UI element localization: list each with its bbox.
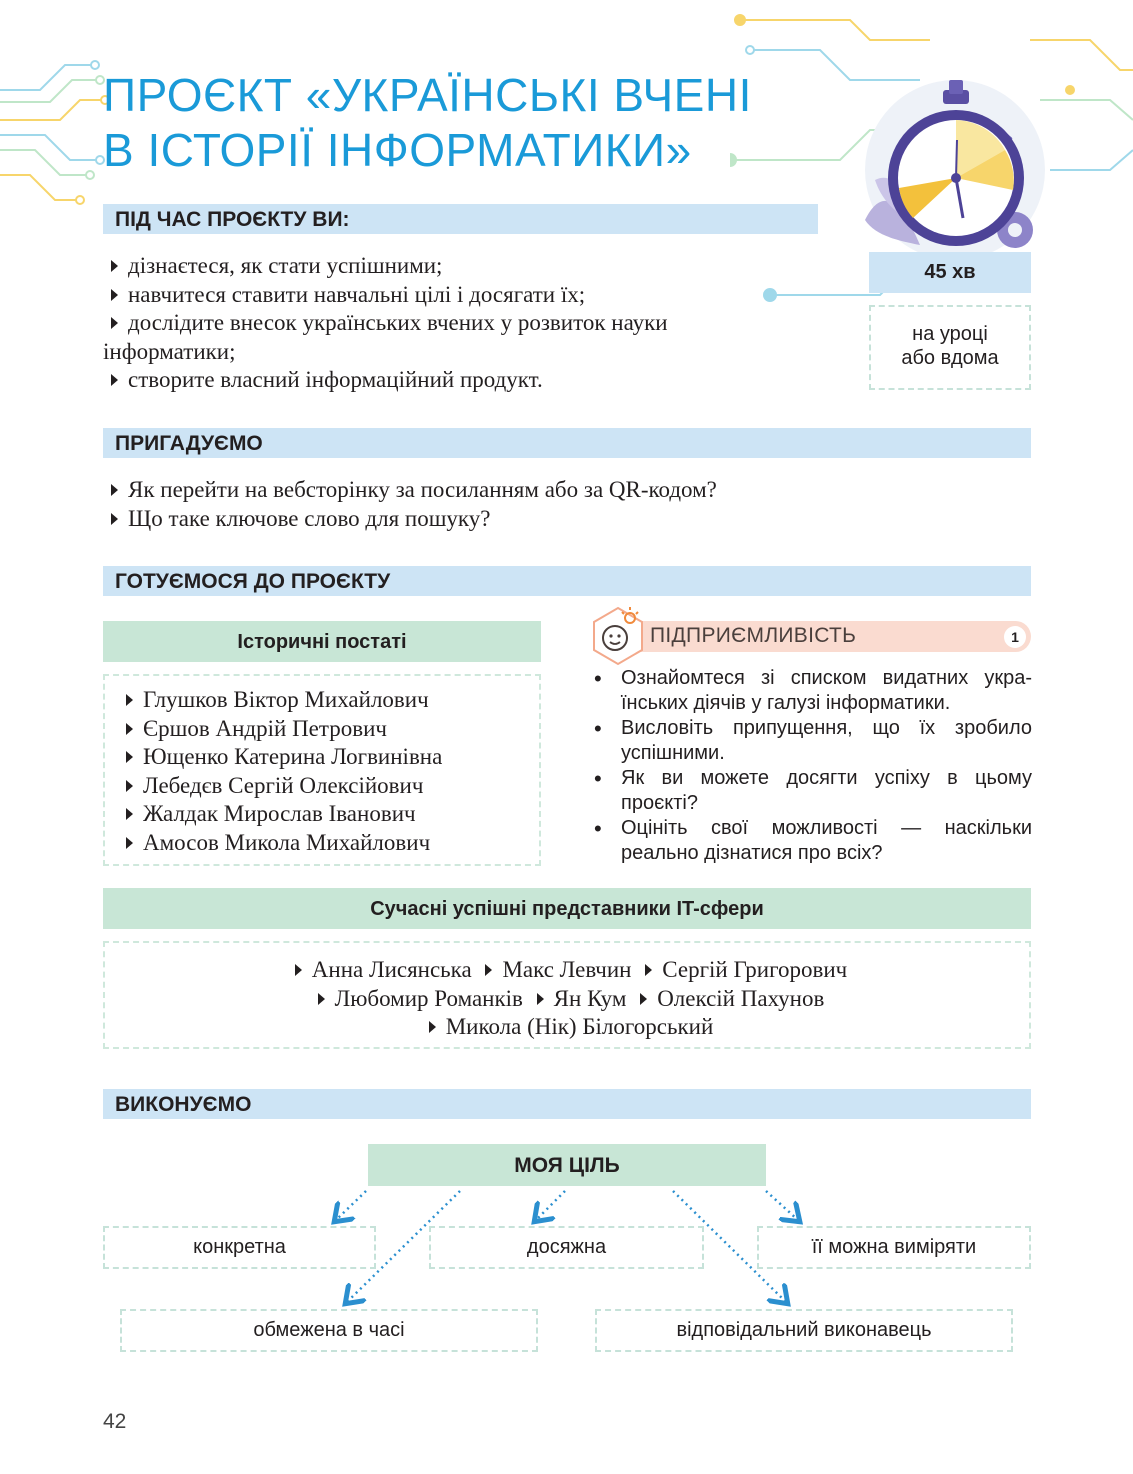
criterion-measurable: її можна виміряти: [757, 1226, 1031, 1269]
place-line-1: на уроці: [912, 323, 988, 345]
modern-row: Микола (Нік) Білогорський: [105, 1013, 1029, 1042]
title-line-1: ПРОЄКТ «УКРАЇНСЬКІ ВЧЕНІ: [103, 69, 752, 121]
goal-box: МОЯ ЦІЛЬ: [368, 1144, 766, 1186]
list-item: • Висловіть припущення, що їх зробило успішними.: [592, 716, 1032, 766]
list-item: Жалдак Мирослав Іванович: [118, 800, 442, 829]
historical-heading: Історичні постаті: [103, 621, 541, 662]
list-item: навчитеся ставити навчальні цілі і досягати їх;: [103, 281, 833, 310]
criterion-time-limited: обмежена в часі: [120, 1309, 538, 1352]
criterion-concrete: конкретна: [103, 1226, 376, 1269]
duration-badge: 45 хв: [869, 252, 1031, 293]
during-heading-text: ПІД ЧАС ПРОЄКТУ ВИ:: [115, 208, 350, 231]
doing-heading-text: ВИКОНУЄМО: [115, 1093, 252, 1116]
list-item-continuation: інформатики;: [103, 338, 236, 364]
list-item: створите власний інформаційний продукт.: [103, 366, 833, 395]
place-line-2: або вдома: [901, 347, 999, 369]
arrow-to-concrete: [336, 1191, 366, 1220]
criterion-achievable: досяжна: [429, 1226, 704, 1269]
list-item: Амосов Микола Михайлович: [118, 829, 442, 858]
arrow-to-measurable: [766, 1191, 798, 1220]
modern-row: Любомир Романків Ян Кум Олексій Пахунов: [105, 985, 1029, 1014]
list-item: Лебедєв Сергій Олексійович: [118, 772, 442, 801]
modern-row: Анна Лисянська Макс Левчин Сергій Григорович: [105, 956, 1029, 985]
list-item: Ющенко Катерина Логвинівна: [118, 743, 442, 772]
arrow-to-achievable: [536, 1191, 565, 1220]
list-item: • Оцініть свої можливості — наскільки реально дізнатися про всіх?: [592, 816, 1032, 866]
list-item: Що таке ключове слово для пошуку?: [103, 505, 1023, 534]
list-item: • Ознайомтеся зі списком видатних укра-їнських діячів у галузі інформатики.: [592, 666, 1032, 716]
recall-heading-text: ПРИГАДУЄМО: [115, 432, 263, 455]
list-item: Як перейти на вебсторінку за посиланням або за QR-кодом?: [103, 476, 1023, 505]
list-item: Єршов Андрій Петрович: [118, 715, 442, 744]
list-item: дізнаєтеся, як стати успішними;: [103, 252, 833, 281]
entrepreneurship-label: ПІДПРИЄМЛИВІСТЬ: [650, 624, 857, 647]
criterion-responsible: відповідальний виконавець: [595, 1309, 1013, 1352]
title-line-2: В ІСТОРІЇ ІНФОРМАТИКИ»: [103, 124, 692, 176]
prepare-heading-text: ГОТУЄМОСЯ ДО ПРОЄКТУ: [115, 570, 391, 593]
list-item: • Як ви можете досягти успіху в цьому проєкті?: [592, 766, 1032, 816]
page-number: 42: [103, 1410, 127, 1433]
modern-heading: Сучасні успішні представники IT-сфери: [103, 888, 1031, 929]
entrepreneurship-number-badge: 1: [1004, 626, 1026, 648]
list-item: Глушков Віктор Михайлович: [118, 686, 442, 715]
list-item: дослідите внесок українських вчених у розвиток науки: [103, 309, 833, 338]
